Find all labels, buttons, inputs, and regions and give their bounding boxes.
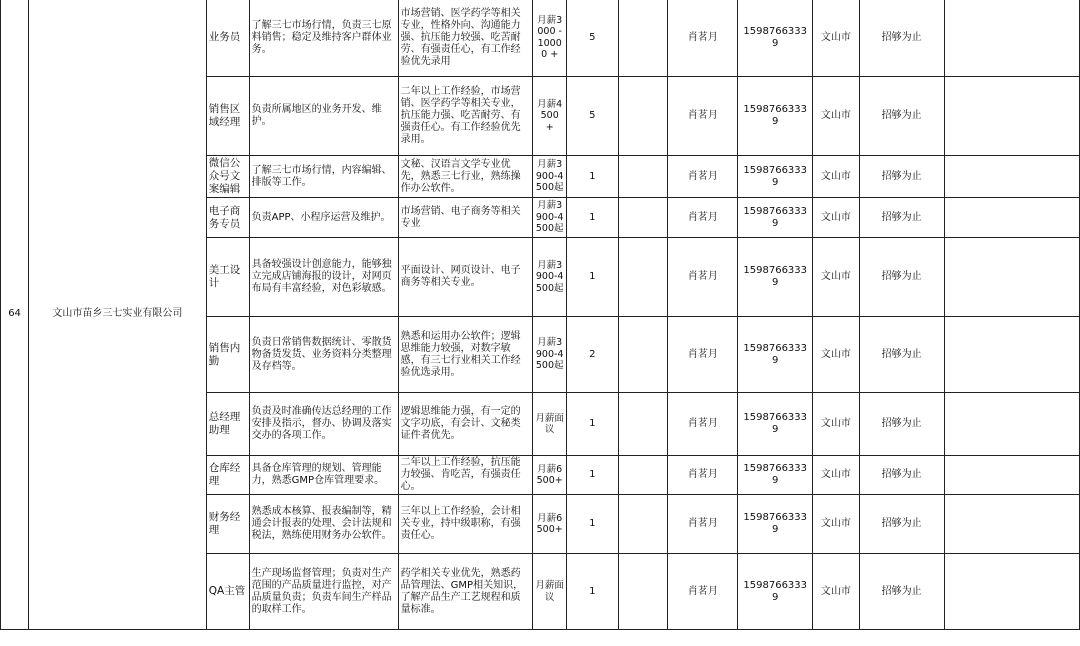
phone-cell: 15987663339 [738,77,813,156]
phone-cell: 15987663339 [738,495,813,554]
contact-cell: 肖茗月 [668,238,738,317]
table-row [1,0,1080,77]
salary-cell: 月薪面议 [533,393,567,456]
salary-cell: 月薪6500+ [533,456,567,495]
headcount-cell: 1 [567,156,618,198]
headcount-cell: 1 [567,456,618,495]
deadline-cell: 招够为止 [859,554,944,630]
salary-cell: 月薪6500+ [533,495,567,554]
empty-cell [618,198,668,238]
salary-cell: 月薪面议 [533,554,567,630]
requirement-cell: 逻辑思维能力强，有一定的文字功底，有会计、文秘类证件者优先。 [398,393,533,456]
phone-cell: 15987663339 [738,317,813,393]
empty-cell [944,238,1079,317]
headcount-cell: 2 [567,317,618,393]
deadline-cell: 招够为止 [859,198,944,238]
location-cell: 文山市 [813,238,859,317]
duty-cell: 负责APP、小程序运营及维护。 [249,198,398,238]
empty-cell [618,456,668,495]
empty-cell [618,495,668,554]
headcount-cell: 5 [567,0,618,77]
phone-cell: 15987663339 [738,0,813,77]
empty-cell [944,77,1079,156]
empty-cell [618,238,668,317]
location-cell: 文山市 [813,0,859,77]
requirement-cell: 市场营销、电子商务等相关专业 [398,198,533,238]
headcount-cell: 1 [567,554,618,630]
empty-cell [944,554,1079,630]
duty-cell: 负责日常销售数据统计、零散货物备货发货、业务资料分类整理及存档等。 [249,317,398,393]
deadline-cell: 招够为止 [859,393,944,456]
location-cell: 文山市 [813,317,859,393]
row-index-cell: 64 [1,0,29,630]
phone-cell: 15987663339 [738,238,813,317]
headcount-cell: 1 [567,198,618,238]
empty-cell [944,156,1079,198]
empty-cell [944,393,1079,456]
location-cell: 文山市 [813,393,859,456]
position-cell: 销售区域经理 [206,77,249,156]
empty-cell [618,554,668,630]
duty-cell: 生产现场监督管理；负责对生产范围的产品质量进行监控，对产品质量负责；负责车间生产样品的取样工作。 [249,554,398,630]
phone-cell: 15987663339 [738,156,813,198]
phone-cell: 15987663339 [738,456,813,495]
contact-cell: 肖茗月 [668,393,738,456]
empty-cell [944,495,1079,554]
position-cell: QA主管 [206,554,249,630]
headcount-cell: 1 [567,495,618,554]
location-cell: 文山市 [813,495,859,554]
headcount-cell: 1 [567,238,618,317]
position-cell: 仓库经理 [206,456,249,495]
empty-cell [618,156,668,198]
position-cell: 美工设计 [206,238,249,317]
position-cell: 业务员 [206,0,249,77]
table-body [1,0,1080,630]
deadline-cell: 招够为止 [859,156,944,198]
requirement-cell: 熟悉和运用办公软件；逻辑思维能力较强，对数字敏感，有三七行业相关工作经验优选录用。 [398,317,533,393]
empty-cell [944,198,1079,238]
location-cell: 文山市 [813,156,859,198]
requirement-cell: 平面设计、网页设计、电子商务等相关专业。 [398,238,533,317]
contact-cell: 肖茗月 [668,495,738,554]
duty-cell: 负责及时准确传达总经理的工作安排及指示，督办、协调及落实交办的各项工作。 [249,393,398,456]
salary-cell: 月薪3900-4500起 [533,317,567,393]
deadline-cell: 招够为止 [859,0,944,77]
empty-cell [618,317,668,393]
deadline-cell: 招够为止 [859,238,944,317]
salary-cell: 月薪3900-4500起 [533,156,567,198]
empty-cell [618,393,668,456]
contact-cell: 肖茗月 [668,554,738,630]
salary-cell: 月薪3000 -10000 + [533,0,567,77]
requirement-cell: 三年以上工作经验，会计相关专业，持中级职称，有强责任心。 [398,495,533,554]
empty-cell [618,77,668,156]
headcount-cell: 5 [567,77,618,156]
location-cell: 文山市 [813,77,859,156]
salary-cell: 月薪3900-4500起 [533,238,567,317]
contact-cell: 肖茗月 [668,156,738,198]
deadline-cell: 招够为止 [859,77,944,156]
duty-cell: 负责所属地区的业务开发、维护。 [249,77,398,156]
requirement-cell: 文秘、汉语言文学专业优先，熟悉三七行业，熟练操作办公软件。 [398,156,533,198]
position-cell: 财务经理 [206,495,249,554]
requirement-cell: 市场营销、医学药学等相关专业，性格外向、沟通能力强、抗压能力较强、吃苦耐劳、有强责任心，有工作经验优先录用 [398,0,533,77]
salary-cell: 月薪3900-4500起 [533,198,567,238]
duty-cell: 了解三七市场行情，内容编辑、排版等工作。 [249,156,398,198]
duty-cell: 熟悉成本核算、报表编制等，精通会计报表的处理、会计法规和税法，熟练使用财务办公软件。 [249,495,398,554]
empty-cell [944,456,1079,495]
position-cell: 销售内勤 [206,317,249,393]
empty-cell [944,317,1079,393]
contact-cell: 肖茗月 [668,0,738,77]
empty-cell [618,0,668,77]
deadline-cell: 招够为止 [859,456,944,495]
requirement-cell: 二年以上工作经验，抗压能力较强、肯吃苦，有强责任心。 [398,456,533,495]
location-cell: 文山市 [813,554,859,630]
phone-cell: 15987663339 [738,554,813,630]
salary-cell: 月薪4500 + [533,77,567,156]
position-cell: 电子商务专员 [206,198,249,238]
contact-cell: 肖茗月 [668,317,738,393]
duty-cell: 具备较强设计创意能力，能够独立完成店铺海报的设计，对网页布局有丰富经验，对色彩敏感。 [249,238,398,317]
headcount-cell: 1 [567,393,618,456]
deadline-cell: 招够为止 [859,317,944,393]
contact-cell: 肖茗月 [668,77,738,156]
deadline-cell: 招够为止 [859,495,944,554]
phone-cell: 15987663339 [738,198,813,238]
requirement-cell: 二年以上工作经验，市场营销、医学药学等相关专业，抗压能力强、吃苦耐劳、有强责任心。有工作经验优先录用。 [398,77,533,156]
empty-cell [944,0,1079,77]
location-cell: 文山市 [813,456,859,495]
position-cell: 总经理助理 [206,393,249,456]
contact-cell: 肖茗月 [668,456,738,495]
phone-cell: 15987663339 [738,393,813,456]
duty-cell: 具备仓库管理的规划、管理能力，熟悉GMP仓库管理要求。 [249,456,398,495]
duty-cell: 了解三七市场行情，负责三七原料销售；稳定及维持客户群体业务。 [249,0,398,77]
company-name-cell: 文山市苗乡三七实业有限公司 [29,0,207,630]
position-cell: 微信公众号文案编辑 [206,156,249,198]
contact-cell: 肖茗月 [668,198,738,238]
location-cell: 文山市 [813,198,859,238]
requirement-cell: 药学相关专业优先，熟悉药品管理法、GMP相关知识，了解产品生产工艺规程和质量标准。 [398,554,533,630]
